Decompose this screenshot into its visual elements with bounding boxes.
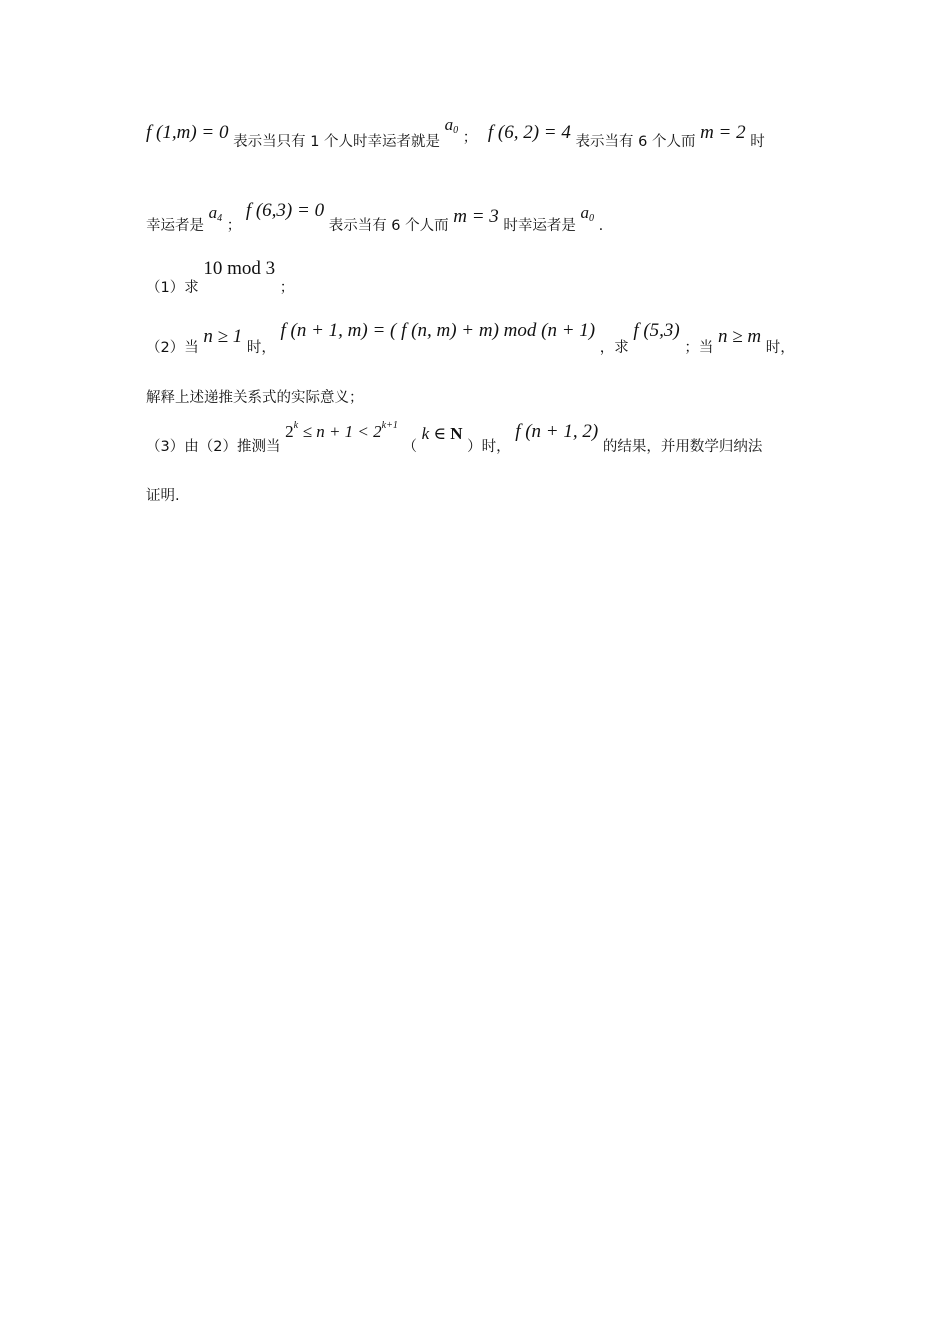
formula-f-6-3: f (6,3) = 0 bbox=[245, 200, 325, 221]
text: 幸运者是 bbox=[146, 218, 204, 234]
text-line-2 bbox=[146, 200, 604, 234]
formula-a0: $a_0$ bbox=[444, 115, 459, 136]
formula-recurrence: f (n + 1, m) = ( f (n, m) + m) mod (n + 1) bbox=[280, 320, 596, 341]
question-2-label: （2）当 bbox=[146, 340, 199, 356]
text: 表示当有 6 个人而 bbox=[328, 218, 449, 234]
formula-k-in-N: k ∈ N bbox=[421, 424, 463, 443]
text-line-7 bbox=[146, 484, 180, 505]
text-line-6 bbox=[146, 420, 763, 455]
formula-f-n1-2: f (n + 1, 2) bbox=[515, 421, 599, 442]
formula-f-1-m: f (1,m) = 0 bbox=[146, 122, 229, 143]
text: 的结果，并用数学归纳法 bbox=[602, 439, 763, 455]
text: 时， bbox=[246, 340, 276, 356]
formula-m-2: m = 2 bbox=[700, 122, 746, 143]
text: ；当 bbox=[684, 340, 714, 356]
text: 表示当有 6 个人而 bbox=[575, 134, 696, 150]
text: ）时， bbox=[467, 439, 511, 455]
formula-f-5-3: f (5,3) bbox=[633, 320, 680, 341]
text: 时， bbox=[765, 340, 795, 356]
formula-2-pow-k: 2$^k$ bbox=[285, 420, 299, 441]
formula-inequality: ≤ $n + 1 < 2^{k+1}$ bbox=[302, 420, 398, 441]
formula-f-6-2: f (6, 2) = 4 bbox=[487, 122, 571, 143]
formula-a0: $a_0$ bbox=[580, 203, 595, 224]
formula-10-mod-3: 10 mod 3 bbox=[203, 258, 276, 279]
formula-m-3: m = 3 bbox=[453, 206, 499, 227]
question-1-label: （1）求 bbox=[146, 280, 199, 296]
text-line-3 bbox=[146, 258, 295, 296]
formula-n-geq-m: n ≥ m bbox=[717, 326, 762, 347]
text: ； bbox=[462, 130, 478, 146]
text: 时幸运者是 bbox=[503, 218, 576, 234]
text: . bbox=[598, 218, 604, 234]
text: 表示当只有 1 个人时幸运者就是 bbox=[233, 134, 441, 150]
question-3-label: （3）由（2）推测当 bbox=[146, 439, 281, 455]
text: ； bbox=[226, 218, 242, 234]
formula-n-geq-1: n ≥ 1 bbox=[203, 326, 243, 347]
text: 解释上述递推关系式的实际意义； bbox=[146, 390, 364, 406]
text-line-4 bbox=[146, 320, 795, 356]
text: ； bbox=[279, 280, 295, 296]
text: 证明. bbox=[146, 488, 180, 504]
text: ，求 bbox=[599, 340, 629, 356]
formula-a4: $a_4$ bbox=[208, 203, 223, 224]
text-line-5 bbox=[146, 386, 364, 407]
text-line-1 bbox=[146, 115, 765, 150]
text: 时 bbox=[750, 134, 765, 150]
text: （ bbox=[402, 439, 417, 455]
